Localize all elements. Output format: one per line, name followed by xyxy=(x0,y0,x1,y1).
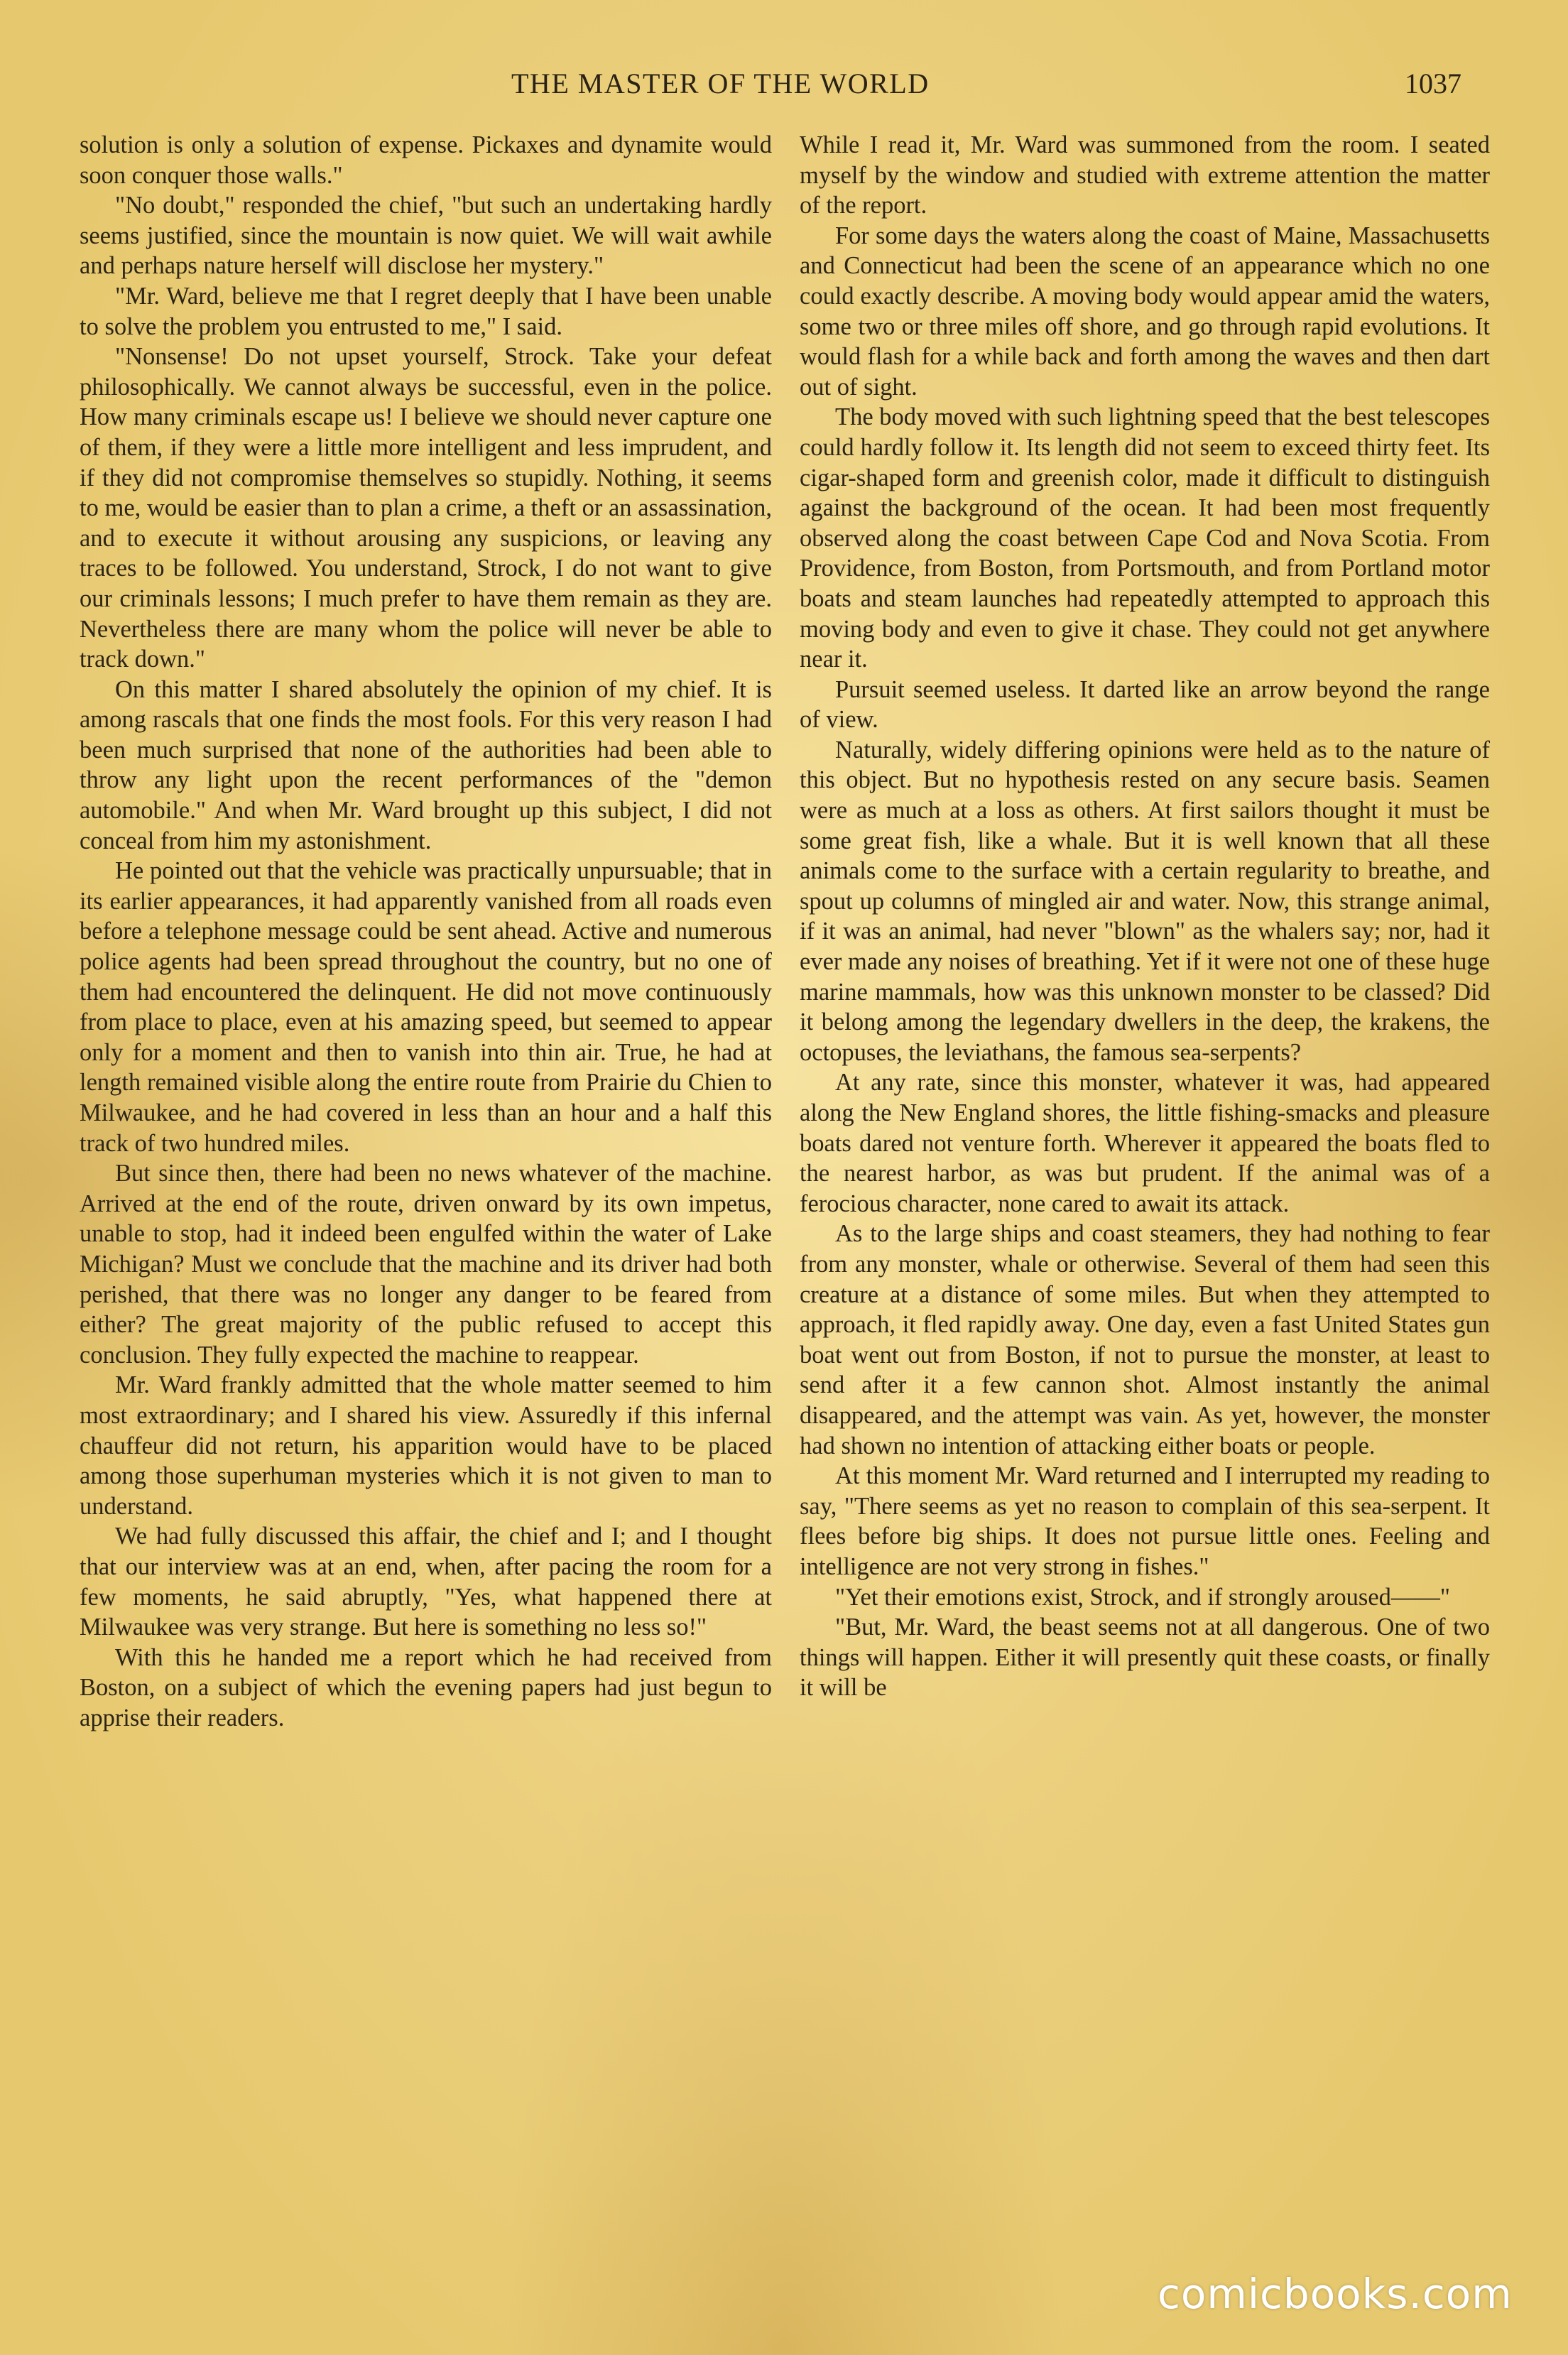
paragraph: "Nonsense! Do not upset yourself, Strock. Take your defeat philosophically. We cannot always be successful, even in the police. How many criminals escape us! I believe we should never capture one of them, if they were a little more intelligent and less imprudent, and if they did not compromise themselves so stupidly. Nothing, it seems to me, would be easier than to plan a crime, a theft or an assassination, and to execute it without arousing any suspicions, or leaving any traces to be followed. You understand, Strock, I do not want to give our criminals lessons; I much prefer to have them remain as they are. Nevertheless there are many whom the police will never be able to track down." xyxy=(80,343,772,673)
running-head-title: THE MASTER OF THE WORLD xyxy=(511,67,930,99)
left-column xyxy=(80,130,772,1733)
paragraph: Mr. Ward frankly admitted that the whole matter seemed to him most extraordinary; and I shared his view. Assuredly if this infernal chauffeur did not return, his apparition would have to be placed among those superhuman mysteries which it is not given to man to understand. xyxy=(80,1371,772,1520)
paragraph: "Yet their emotions exist, Strock, and if strongly aroused——" xyxy=(835,1583,1450,1611)
paragraph: Pursuit seemed useless. It darted like an arrow beyond the range of view. xyxy=(800,675,1490,734)
page-number: 1037 xyxy=(1405,67,1461,99)
source-watermark: comicbooks.com xyxy=(1158,2270,1513,2318)
paragraph: Naturally, widely differing opinions were held as to the nature of this object. But no hypothesis rested on any secure basis. Seamen were as much at a loss as others. At first sailors thought it must be some great fish, like a whale. But it is well known that all these animals come to the surface with a certain regularity to breathe, and spout up columns of mingled air and water. Now, this strange animal, if it was an animal, had never "blown" as the whalers say; nor, had it ever made any noises of breathing. Yet if it were not one of these huge marine mammals, how was this unknown monster to be classed? Did it belong among the legendary dwellers in the deep, the krakens, the octopuses, the leviathans, the famous sea-serpents? xyxy=(800,736,1490,1066)
paragraph: At this moment Mr. Ward returned and I interrupted my reading to say, "There seems as yet no reason to complain of this sea-serpent. It flees before big ships. It does not pursue little ones. Feeling and intelligence are not very strong in fishes." xyxy=(800,1462,1490,1580)
right-column xyxy=(800,130,1490,1703)
paragraph: As to the large ships and coast steamers, they had nothing to fear from any monster, whale or otherwise. Several of them had seen this creature at a distance of some miles. But when they attempted to approach, it fled rapidly away. One day, even a fast United States gun boat went out from Boston, if not to pursue the monster, at least to send after it a few cannon shot. Almost instantly the animal disappeared, and the attempt was vain. As yet, however, the monster had shown no intention of attacking either boats or people. xyxy=(800,1220,1490,1459)
paragraph: "But, Mr. Ward, the beast seems not at all dangerous. One of two things will happen. Either it will presently quit these coasts, or finally it will be xyxy=(800,1614,1490,1702)
paragraph: "Mr. Ward, believe me that I regret deeply that I have been unable to solve the problem you entrusted to me," I said. xyxy=(80,282,772,340)
paragraph: But since then, there had been no news whatever of the machine. Arrived at the end of the route, driven onward by its own impetus, unable to stop, had it indeed been engulfed within the water of Lake Michigan? Must we conclude that the machine and its driver had both perished, that there was no longer any danger to be feared from either? The great majority of the public refused to accept this conclusion. They fully expected the machine to reappear. xyxy=(80,1160,772,1369)
paragraph: For some days the waters along the coast of Maine, Massachusetts and Connecticut had been the scene of an appearance which no one could exactly describe. A moving body would appear amid the waters, some two or three miles off shore, and go through rapid evolutions. It would flash for a while back and forth among the waves and then dart out of sight. xyxy=(800,222,1490,401)
paragraph: While I read it, Mr. Ward was summoned from the room. I seated myself by the window and studied with extreme attention the matter of the report. xyxy=(800,131,1490,219)
paragraph: "No doubt," responded the chief, "but such an undertaking hardly seems justified, since the mountain is now quiet. We will wait awhile and perhaps nature herself will disclose her mystery." xyxy=(80,192,772,280)
paragraph: At any rate, since this monster, whatever it was, had appeared along the New England shores, the little fishing-smacks and pleasure boats dared not venture forth. Wherever it appeared the boats fled to the nearest harbor, as was but prudent. If the animal was of a ferocious character, none cared to await its attack. xyxy=(800,1069,1490,1217)
paragraph: We had fully discussed this affair, the chief and I; and I thought that our interview was at an end, when, after pacing the room for a few moments, he said abruptly, "Yes, what happened there at Milwaukee was very strange. But here is something no less so!" xyxy=(80,1523,772,1641)
paragraph: He pointed out that the vehicle was practically unpursuable; that in its earlier appearances, it had apparently vanished from all roads even before a telephone message could be sent ahead. Active and numerous police agents had been spread throughout the country, but no one of them had encountered the delinquent. He did not move continuously from place to place, even at his amazing speed, but seemed to appear only for a moment and then to vanish into thin air. True, he had at length remained visible along the entire route from Prairie du Chien to Milwaukee, and he had covered in less than an hour and a half this track of two hundred miles. xyxy=(80,857,772,1157)
paragraph: The body moved with such lightning speed that the best telescopes could hardly follow it. Its length did not seem to exceed thirty feet. Its cigar-shaped form and greenish color, made it difficult to distinguish against the background of the ocean. It had been most frequently observed along the coast between Cape Cod and Nova Scotia. From Providence, from Boston, from Portsmouth, and from Portland motor boats and steam launches had repeatedly attempted to approach this moving body and even to give it chase. They could not get anywhere near it. xyxy=(800,403,1490,673)
paragraph: With this he handed me a report which he had received from Boston, on a subject of which the evening papers had just begun to apprise their readers. xyxy=(80,1643,772,1731)
paragraph: On this matter I shared absolutely the opinion of my chief. It is among rascals that one finds the most fools. For this very reason I had been much surprised that none of the authorities had been able to throw any light upon the recent performances of the "demon automobile." And when Mr. Ward brought up this subject, I did not conceal from him my astonishment. xyxy=(80,675,772,854)
paragraph: solution is only a solution of expense. Pickaxes and dynamite would soon conquer those walls." xyxy=(80,131,772,189)
